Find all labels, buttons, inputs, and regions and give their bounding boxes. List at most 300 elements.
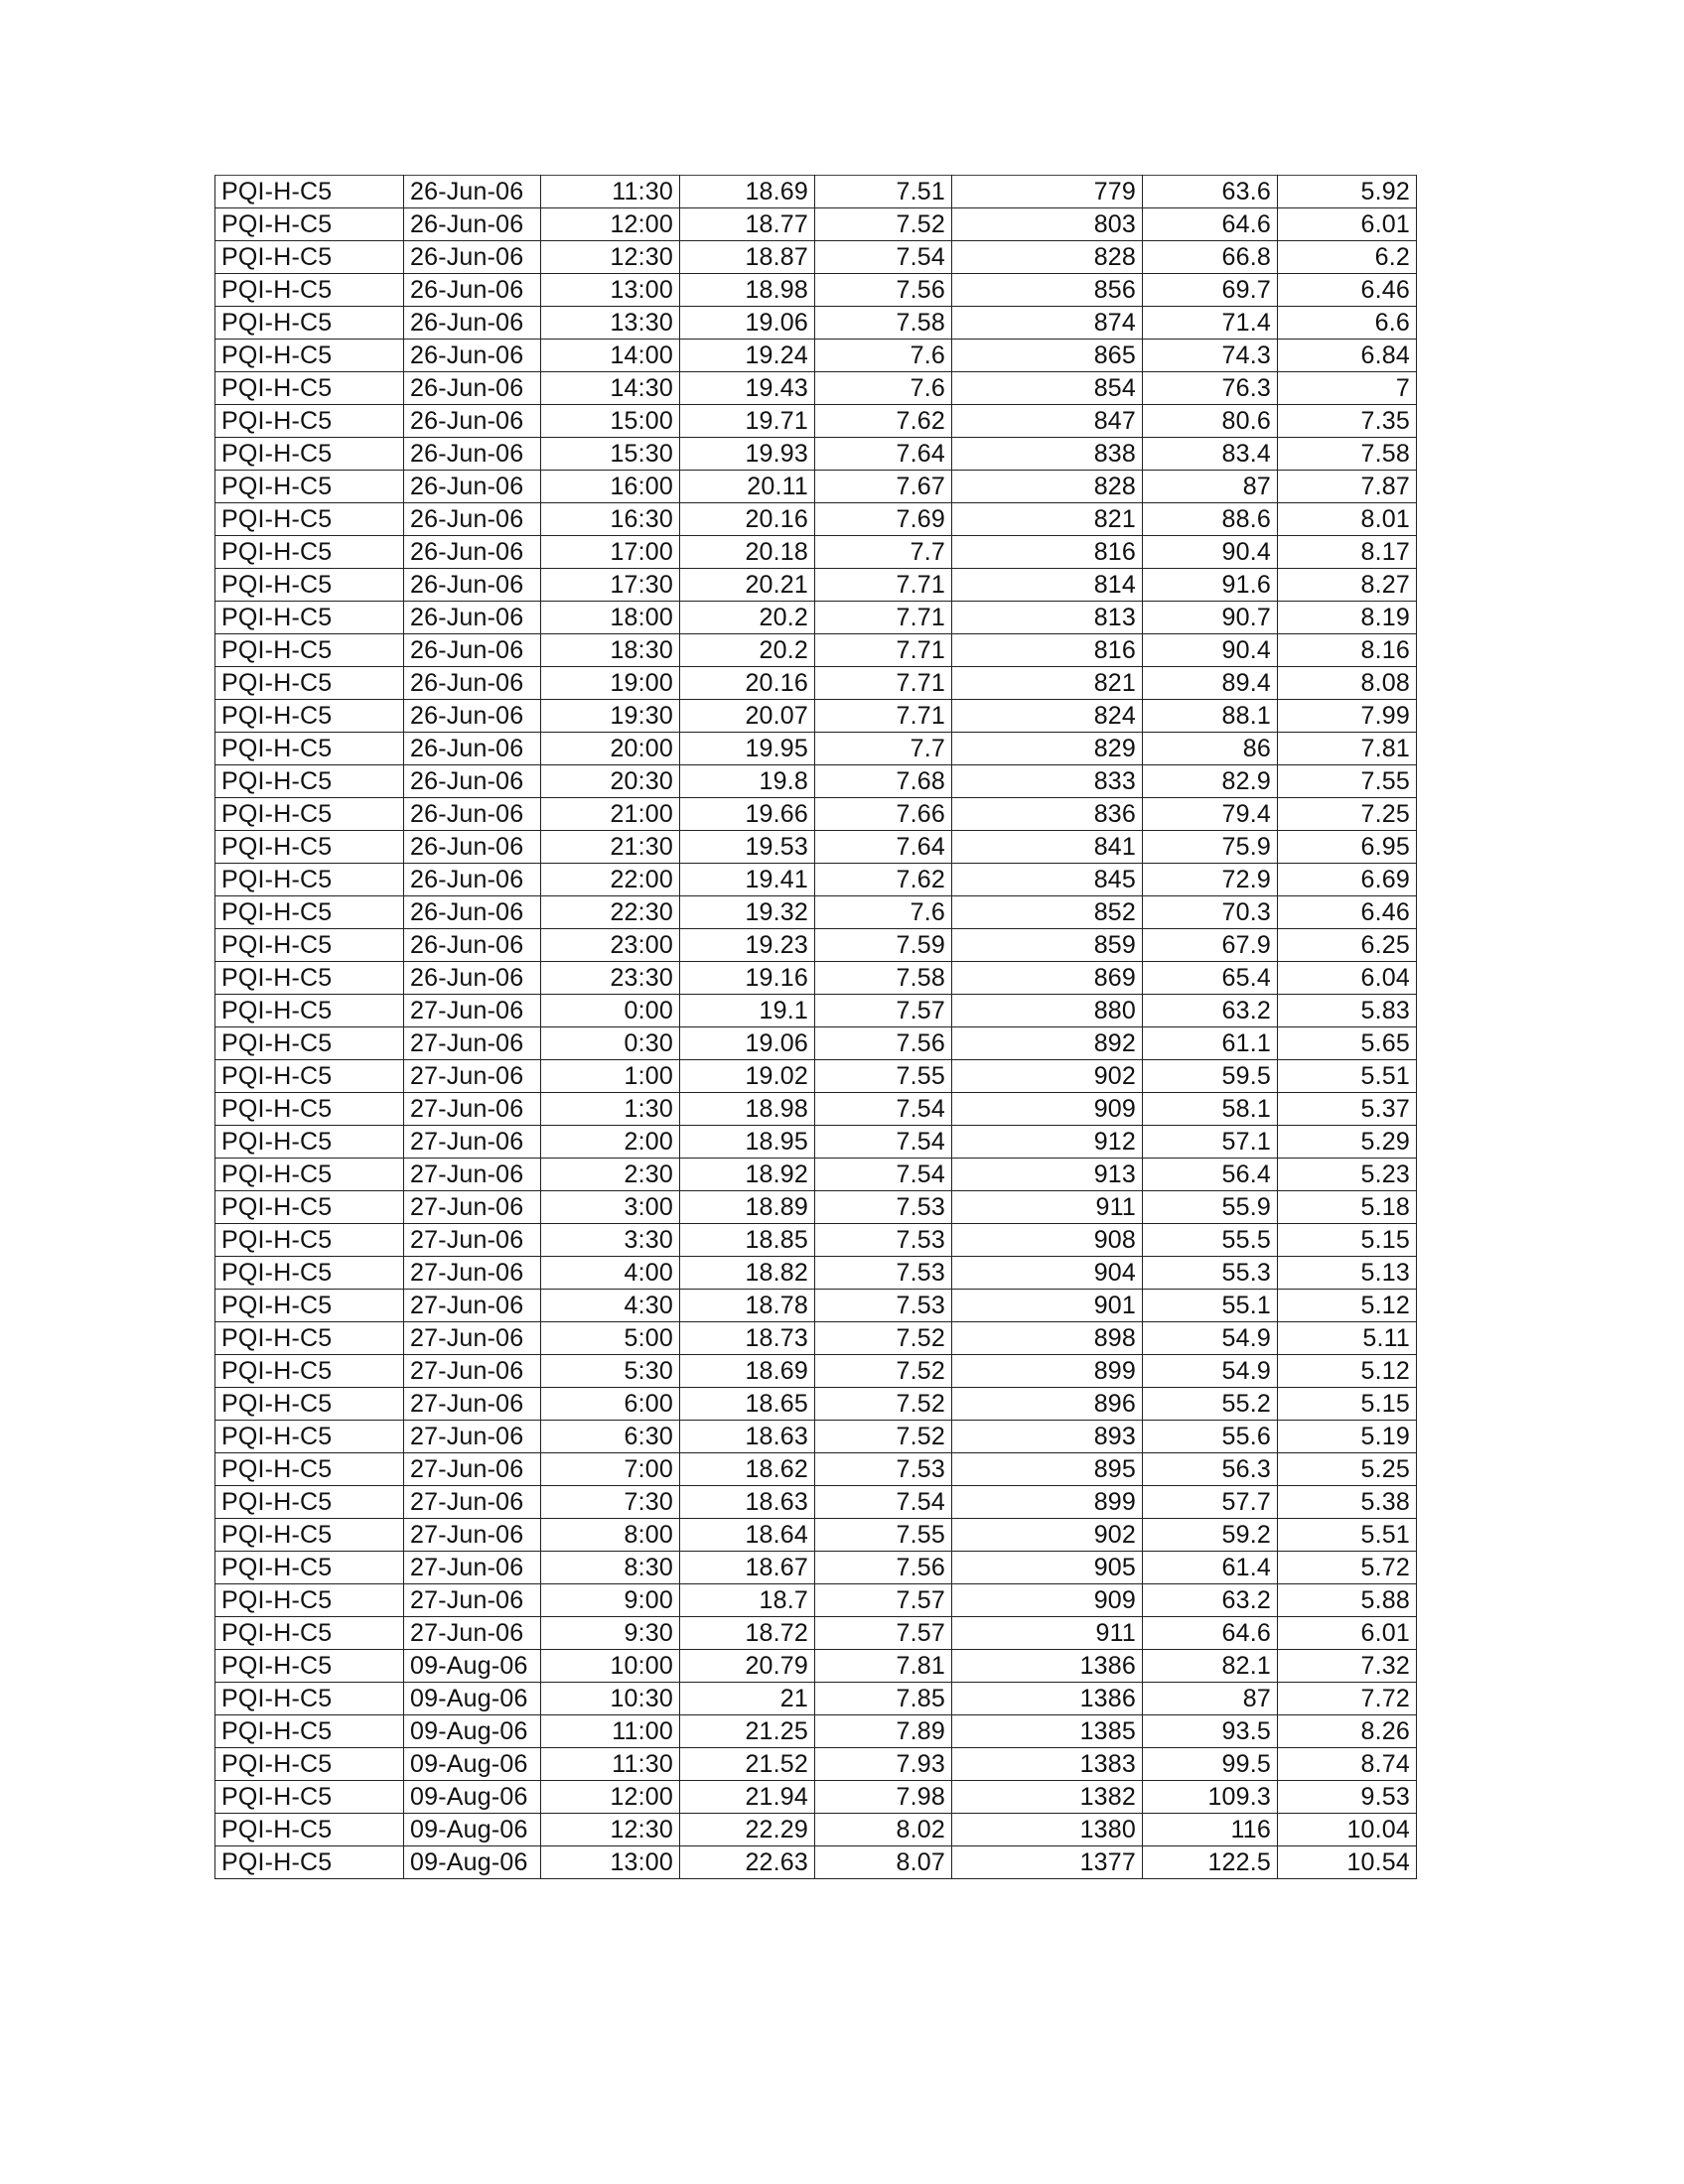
value-5-cell: 8.08 [1278, 667, 1417, 700]
table-row [215, 1814, 1417, 1846]
table-row [215, 1290, 1417, 1322]
station-id-cell: PQI-H-C5 [215, 733, 404, 765]
value-3-cell: 902 [952, 1060, 1143, 1093]
time-cell: 12:00 [541, 1781, 680, 1814]
value-3-cell: 911 [952, 1617, 1143, 1650]
time-cell: 4:30 [541, 1290, 680, 1322]
date-cell: 09-Aug-06 [404, 1781, 541, 1814]
date-cell: 26-Jun-06 [404, 208, 541, 241]
value-5-cell: 6.01 [1278, 208, 1417, 241]
table-row [215, 798, 1417, 831]
table-row [215, 1683, 1417, 1715]
value-3-cell: 833 [952, 765, 1143, 798]
value-2-cell: 7.7 [815, 536, 952, 569]
time-cell: 7:00 [541, 1453, 680, 1486]
time-cell: 14:30 [541, 372, 680, 405]
date-cell: 26-Jun-06 [404, 372, 541, 405]
station-id-cell: PQI-H-C5 [215, 372, 404, 405]
value-1-cell: 20.2 [680, 634, 815, 667]
time-cell: 5:00 [541, 1322, 680, 1355]
station-id-cell: PQI-H-C5 [215, 962, 404, 995]
value-5-cell: 8.01 [1278, 503, 1417, 536]
value-1-cell: 18.69 [680, 1355, 815, 1388]
value-2-cell: 7.53 [815, 1453, 952, 1486]
value-5-cell: 5.72 [1278, 1552, 1417, 1584]
date-cell: 27-Jun-06 [404, 1060, 541, 1093]
value-2-cell: 7.66 [815, 798, 952, 831]
value-4-cell: 54.9 [1143, 1355, 1278, 1388]
station-id-cell: PQI-H-C5 [215, 307, 404, 340]
time-cell: 10:30 [541, 1683, 680, 1715]
time-cell: 6:30 [541, 1421, 680, 1453]
date-cell: 26-Jun-06 [404, 340, 541, 372]
value-2-cell: 7.89 [815, 1715, 952, 1748]
value-2-cell: 7.55 [815, 1519, 952, 1552]
value-3-cell: 913 [952, 1159, 1143, 1191]
date-cell: 27-Jun-06 [404, 1552, 541, 1584]
value-1-cell: 18.87 [680, 241, 815, 274]
table-body [215, 176, 1417, 1879]
value-1-cell: 20.2 [680, 602, 815, 634]
value-4-cell: 55.1 [1143, 1290, 1278, 1322]
value-2-cell: 7.52 [815, 1421, 952, 1453]
table-row [215, 1224, 1417, 1257]
value-1-cell: 19.24 [680, 340, 815, 372]
value-1-cell: 19.1 [680, 995, 815, 1027]
table-row [215, 995, 1417, 1027]
value-4-cell: 88.1 [1143, 700, 1278, 733]
value-1-cell: 18.65 [680, 1388, 815, 1421]
value-4-cell: 56.3 [1143, 1453, 1278, 1486]
table-row [215, 1584, 1417, 1617]
value-1-cell: 19.66 [680, 798, 815, 831]
station-id-cell: PQI-H-C5 [215, 896, 404, 929]
value-3-cell: 852 [952, 896, 1143, 929]
date-cell: 26-Jun-06 [404, 700, 541, 733]
value-4-cell: 66.8 [1143, 241, 1278, 274]
value-4-cell: 61.1 [1143, 1027, 1278, 1060]
value-3-cell: 912 [952, 1126, 1143, 1159]
value-2-cell: 7.53 [815, 1257, 952, 1290]
station-id-cell: PQI-H-C5 [215, 1814, 404, 1846]
value-5-cell: 6.6 [1278, 307, 1417, 340]
table-row [215, 1486, 1417, 1519]
value-3-cell: 898 [952, 1322, 1143, 1355]
date-cell: 27-Jun-06 [404, 995, 541, 1027]
time-cell: 12:00 [541, 208, 680, 241]
station-id-cell: PQI-H-C5 [215, 1453, 404, 1486]
value-1-cell: 22.63 [680, 1846, 815, 1879]
value-3-cell: 892 [952, 1027, 1143, 1060]
value-4-cell: 116 [1143, 1814, 1278, 1846]
table-row [215, 208, 1417, 241]
value-5-cell: 9.53 [1278, 1781, 1417, 1814]
value-2-cell: 7.57 [815, 1617, 952, 1650]
value-2-cell: 7.58 [815, 307, 952, 340]
value-3-cell: 902 [952, 1519, 1143, 1552]
date-cell: 27-Jun-06 [404, 1191, 541, 1224]
value-4-cell: 80.6 [1143, 405, 1278, 438]
station-id-cell: PQI-H-C5 [215, 765, 404, 798]
value-1-cell: 19.02 [680, 1060, 815, 1093]
station-id-cell: PQI-H-C5 [215, 241, 404, 274]
table-row [215, 241, 1417, 274]
value-4-cell: 55.2 [1143, 1388, 1278, 1421]
table-row [215, 1519, 1417, 1552]
value-4-cell: 122.5 [1143, 1846, 1278, 1879]
value-5-cell: 5.92 [1278, 176, 1417, 208]
date-cell: 26-Jun-06 [404, 471, 541, 503]
station-id-cell: PQI-H-C5 [215, 405, 404, 438]
value-2-cell: 7.53 [815, 1191, 952, 1224]
value-1-cell: 18.89 [680, 1191, 815, 1224]
table-row [215, 1748, 1417, 1781]
table-row [215, 372, 1417, 405]
value-1-cell: 21.52 [680, 1748, 815, 1781]
table-row [215, 929, 1417, 962]
date-cell: 27-Jun-06 [404, 1093, 541, 1126]
value-1-cell: 19.23 [680, 929, 815, 962]
value-3-cell: 1386 [952, 1650, 1143, 1683]
value-2-cell: 7.62 [815, 405, 952, 438]
table-row [215, 1715, 1417, 1748]
value-2-cell: 7.81 [815, 1650, 952, 1683]
value-4-cell: 56.4 [1143, 1159, 1278, 1191]
date-cell: 26-Jun-06 [404, 864, 541, 896]
time-cell: 11:30 [541, 176, 680, 208]
value-3-cell: 814 [952, 569, 1143, 602]
value-5-cell: 5.18 [1278, 1191, 1417, 1224]
value-5-cell: 7.32 [1278, 1650, 1417, 1683]
value-5-cell: 6.69 [1278, 864, 1417, 896]
value-1-cell: 18.73 [680, 1322, 815, 1355]
value-5-cell: 5.15 [1278, 1388, 1417, 1421]
value-2-cell: 7.54 [815, 241, 952, 274]
value-4-cell: 58.1 [1143, 1093, 1278, 1126]
station-id-cell: PQI-H-C5 [215, 1060, 404, 1093]
date-cell: 27-Jun-06 [404, 1126, 541, 1159]
time-cell: 20:30 [541, 765, 680, 798]
value-4-cell: 91.6 [1143, 569, 1278, 602]
table-row [215, 1355, 1417, 1388]
value-1-cell: 18.7 [680, 1584, 815, 1617]
time-cell: 15:30 [541, 438, 680, 471]
table-row [215, 1552, 1417, 1584]
value-4-cell: 63.2 [1143, 995, 1278, 1027]
time-cell: 2:30 [541, 1159, 680, 1191]
station-id-cell: PQI-H-C5 [215, 634, 404, 667]
value-4-cell: 67.9 [1143, 929, 1278, 962]
value-3-cell: 869 [952, 962, 1143, 995]
station-id-cell: PQI-H-C5 [215, 176, 404, 208]
value-3-cell: 865 [952, 340, 1143, 372]
value-2-cell: 7.98 [815, 1781, 952, 1814]
value-2-cell: 7.71 [815, 602, 952, 634]
value-1-cell: 20.07 [680, 700, 815, 733]
value-2-cell: 7.68 [815, 765, 952, 798]
value-4-cell: 88.6 [1143, 503, 1278, 536]
value-4-cell: 76.3 [1143, 372, 1278, 405]
value-3-cell: 816 [952, 634, 1143, 667]
value-4-cell: 90.7 [1143, 602, 1278, 634]
table-row [215, 1060, 1417, 1093]
value-5-cell: 5.51 [1278, 1519, 1417, 1552]
date-cell: 27-Jun-06 [404, 1027, 541, 1060]
table-row [215, 274, 1417, 307]
value-3-cell: 904 [952, 1257, 1143, 1290]
date-cell: 26-Jun-06 [404, 438, 541, 471]
time-cell: 5:30 [541, 1355, 680, 1388]
value-2-cell: 7.55 [815, 1060, 952, 1093]
table-row [215, 831, 1417, 864]
value-5-cell: 5.15 [1278, 1224, 1417, 1257]
time-cell: 0:00 [541, 995, 680, 1027]
value-5-cell: 10.54 [1278, 1846, 1417, 1879]
time-cell: 17:30 [541, 569, 680, 602]
date-cell: 26-Jun-06 [404, 536, 541, 569]
value-5-cell: 5.88 [1278, 1584, 1417, 1617]
value-5-cell: 8.16 [1278, 634, 1417, 667]
value-2-cell: 7.93 [815, 1748, 952, 1781]
station-id-cell: PQI-H-C5 [215, 798, 404, 831]
value-3-cell: 829 [952, 733, 1143, 765]
value-4-cell: 79.4 [1143, 798, 1278, 831]
value-4-cell: 70.3 [1143, 896, 1278, 929]
value-3-cell: 1386 [952, 1683, 1143, 1715]
table-row [215, 700, 1417, 733]
value-1-cell: 19.06 [680, 307, 815, 340]
value-4-cell: 55.3 [1143, 1257, 1278, 1290]
value-2-cell: 7.52 [815, 1388, 952, 1421]
value-3-cell: 1377 [952, 1846, 1143, 1879]
station-id-cell: PQI-H-C5 [215, 536, 404, 569]
station-id-cell: PQI-H-C5 [215, 1846, 404, 1879]
value-1-cell: 18.82 [680, 1257, 815, 1290]
value-4-cell: 69.7 [1143, 274, 1278, 307]
value-1-cell: 20.18 [680, 536, 815, 569]
date-cell: 27-Jun-06 [404, 1290, 541, 1322]
time-cell: 18:00 [541, 602, 680, 634]
value-1-cell: 18.92 [680, 1159, 815, 1191]
value-4-cell: 61.4 [1143, 1552, 1278, 1584]
time-cell: 4:00 [541, 1257, 680, 1290]
time-cell: 8:00 [541, 1519, 680, 1552]
table-row [215, 503, 1417, 536]
value-5-cell: 5.38 [1278, 1486, 1417, 1519]
date-cell: 26-Jun-06 [404, 962, 541, 995]
date-cell: 27-Jun-06 [404, 1486, 541, 1519]
value-5-cell: 5.51 [1278, 1060, 1417, 1093]
table-row [215, 1781, 1417, 1814]
value-2-cell: 7.53 [815, 1224, 952, 1257]
station-id-cell: PQI-H-C5 [215, 1617, 404, 1650]
value-1-cell: 22.29 [680, 1814, 815, 1846]
value-2-cell: 7.58 [815, 962, 952, 995]
value-3-cell: 803 [952, 208, 1143, 241]
value-3-cell: 845 [952, 864, 1143, 896]
date-cell: 26-Jun-06 [404, 274, 541, 307]
time-cell: 17:00 [541, 536, 680, 569]
value-3-cell: 899 [952, 1486, 1143, 1519]
value-5-cell: 6.84 [1278, 340, 1417, 372]
date-cell: 26-Jun-06 [404, 634, 541, 667]
value-1-cell: 18.62 [680, 1453, 815, 1486]
value-3-cell: 895 [952, 1453, 1143, 1486]
value-3-cell: 1385 [952, 1715, 1143, 1748]
value-4-cell: 93.5 [1143, 1715, 1278, 1748]
value-5-cell: 7.58 [1278, 438, 1417, 471]
time-cell: 19:00 [541, 667, 680, 700]
value-4-cell: 57.1 [1143, 1126, 1278, 1159]
table-row [215, 1093, 1417, 1126]
value-1-cell: 19.95 [680, 733, 815, 765]
value-3-cell: 874 [952, 307, 1143, 340]
station-id-cell: PQI-H-C5 [215, 995, 404, 1027]
value-1-cell: 19.16 [680, 962, 815, 995]
date-cell: 27-Jun-06 [404, 1453, 541, 1486]
value-5-cell: 5.25 [1278, 1453, 1417, 1486]
value-1-cell: 18.63 [680, 1421, 815, 1453]
date-cell: 26-Jun-06 [404, 929, 541, 962]
value-4-cell: 90.4 [1143, 634, 1278, 667]
time-cell: 16:30 [541, 503, 680, 536]
station-id-cell: PQI-H-C5 [215, 929, 404, 962]
time-cell: 3:00 [541, 1191, 680, 1224]
station-id-cell: PQI-H-C5 [215, 831, 404, 864]
table-row [215, 1388, 1417, 1421]
date-cell: 26-Jun-06 [404, 569, 541, 602]
date-cell: 26-Jun-06 [404, 176, 541, 208]
value-4-cell: 74.3 [1143, 340, 1278, 372]
value-2-cell: 7.69 [815, 503, 952, 536]
time-cell: 3:30 [541, 1224, 680, 1257]
value-3-cell: 859 [952, 929, 1143, 962]
station-id-cell: PQI-H-C5 [215, 1355, 404, 1388]
value-2-cell: 7.71 [815, 700, 952, 733]
value-4-cell: 57.7 [1143, 1486, 1278, 1519]
value-4-cell: 82.9 [1143, 765, 1278, 798]
station-id-cell: PQI-H-C5 [215, 1159, 404, 1191]
value-5-cell: 10.04 [1278, 1814, 1417, 1846]
time-cell: 21:00 [541, 798, 680, 831]
station-id-cell: PQI-H-C5 [215, 1388, 404, 1421]
value-1-cell: 20.79 [680, 1650, 815, 1683]
value-4-cell: 63.6 [1143, 176, 1278, 208]
table-row [215, 1846, 1417, 1879]
station-id-cell: PQI-H-C5 [215, 503, 404, 536]
table-row [215, 569, 1417, 602]
time-cell: 1:00 [541, 1060, 680, 1093]
date-cell: 27-Jun-06 [404, 1159, 541, 1191]
station-id-cell: PQI-H-C5 [215, 602, 404, 634]
value-2-cell: 7.56 [815, 1552, 952, 1584]
date-cell: 09-Aug-06 [404, 1650, 541, 1683]
value-2-cell: 7.6 [815, 340, 952, 372]
time-cell: 13:30 [541, 307, 680, 340]
date-cell: 26-Jun-06 [404, 307, 541, 340]
value-1-cell: 21 [680, 1683, 815, 1715]
value-3-cell: 908 [952, 1224, 1143, 1257]
value-2-cell: 7.52 [815, 208, 952, 241]
value-5-cell: 5.23 [1278, 1159, 1417, 1191]
value-5-cell: 7.99 [1278, 700, 1417, 733]
value-5-cell: 7.87 [1278, 471, 1417, 503]
value-2-cell: 7.53 [815, 1290, 952, 1322]
station-id-cell: PQI-H-C5 [215, 1781, 404, 1814]
value-2-cell: 7.67 [815, 471, 952, 503]
station-id-cell: PQI-H-C5 [215, 340, 404, 372]
value-1-cell: 19.8 [680, 765, 815, 798]
value-4-cell: 54.9 [1143, 1322, 1278, 1355]
table-row [215, 962, 1417, 995]
value-3-cell: 880 [952, 995, 1143, 1027]
date-cell: 09-Aug-06 [404, 1683, 541, 1715]
value-2-cell: 7.54 [815, 1159, 952, 1191]
value-4-cell: 64.6 [1143, 208, 1278, 241]
time-cell: 10:00 [541, 1650, 680, 1683]
value-3-cell: 779 [952, 176, 1143, 208]
time-cell: 1:30 [541, 1093, 680, 1126]
table-row [215, 176, 1417, 208]
station-id-cell: PQI-H-C5 [215, 1224, 404, 1257]
time-cell: 9:30 [541, 1617, 680, 1650]
value-1-cell: 18.95 [680, 1126, 815, 1159]
value-4-cell: 64.6 [1143, 1617, 1278, 1650]
value-5-cell: 7.25 [1278, 798, 1417, 831]
date-cell: 26-Jun-06 [404, 503, 541, 536]
time-cell: 2:00 [541, 1126, 680, 1159]
value-2-cell: 7.52 [815, 1355, 952, 1388]
value-3-cell: 901 [952, 1290, 1143, 1322]
date-cell: 26-Jun-06 [404, 798, 541, 831]
value-5-cell: 7.81 [1278, 733, 1417, 765]
value-1-cell: 18.64 [680, 1519, 815, 1552]
value-3-cell: 821 [952, 667, 1143, 700]
table-row [215, 1191, 1417, 1224]
table-row [215, 1126, 1417, 1159]
value-2-cell: 7.6 [815, 896, 952, 929]
date-cell: 26-Jun-06 [404, 831, 541, 864]
time-cell: 11:00 [541, 1715, 680, 1748]
time-cell: 12:30 [541, 1814, 680, 1846]
value-2-cell: 7.54 [815, 1126, 952, 1159]
value-1-cell: 18.78 [680, 1290, 815, 1322]
value-5-cell: 5.65 [1278, 1027, 1417, 1060]
value-4-cell: 87 [1143, 471, 1278, 503]
value-5-cell: 8.17 [1278, 536, 1417, 569]
station-id-cell: PQI-H-C5 [215, 1322, 404, 1355]
time-cell: 19:30 [541, 700, 680, 733]
value-4-cell: 55.6 [1143, 1421, 1278, 1453]
table-row [215, 1421, 1417, 1453]
table-row [215, 536, 1417, 569]
value-4-cell: 63.2 [1143, 1584, 1278, 1617]
table-row [215, 1027, 1417, 1060]
station-id-cell: PQI-H-C5 [215, 1584, 404, 1617]
value-4-cell: 109.3 [1143, 1781, 1278, 1814]
value-3-cell: 847 [952, 405, 1143, 438]
station-id-cell: PQI-H-C5 [215, 1486, 404, 1519]
date-cell: 27-Jun-06 [404, 1322, 541, 1355]
value-4-cell: 55.5 [1143, 1224, 1278, 1257]
value-1-cell: 19.53 [680, 831, 815, 864]
date-cell: 09-Aug-06 [404, 1846, 541, 1879]
value-4-cell: 55.9 [1143, 1191, 1278, 1224]
value-1-cell: 21.25 [680, 1715, 815, 1748]
value-3-cell: 1382 [952, 1781, 1143, 1814]
station-id-cell: PQI-H-C5 [215, 700, 404, 733]
value-5-cell: 6.25 [1278, 929, 1417, 962]
